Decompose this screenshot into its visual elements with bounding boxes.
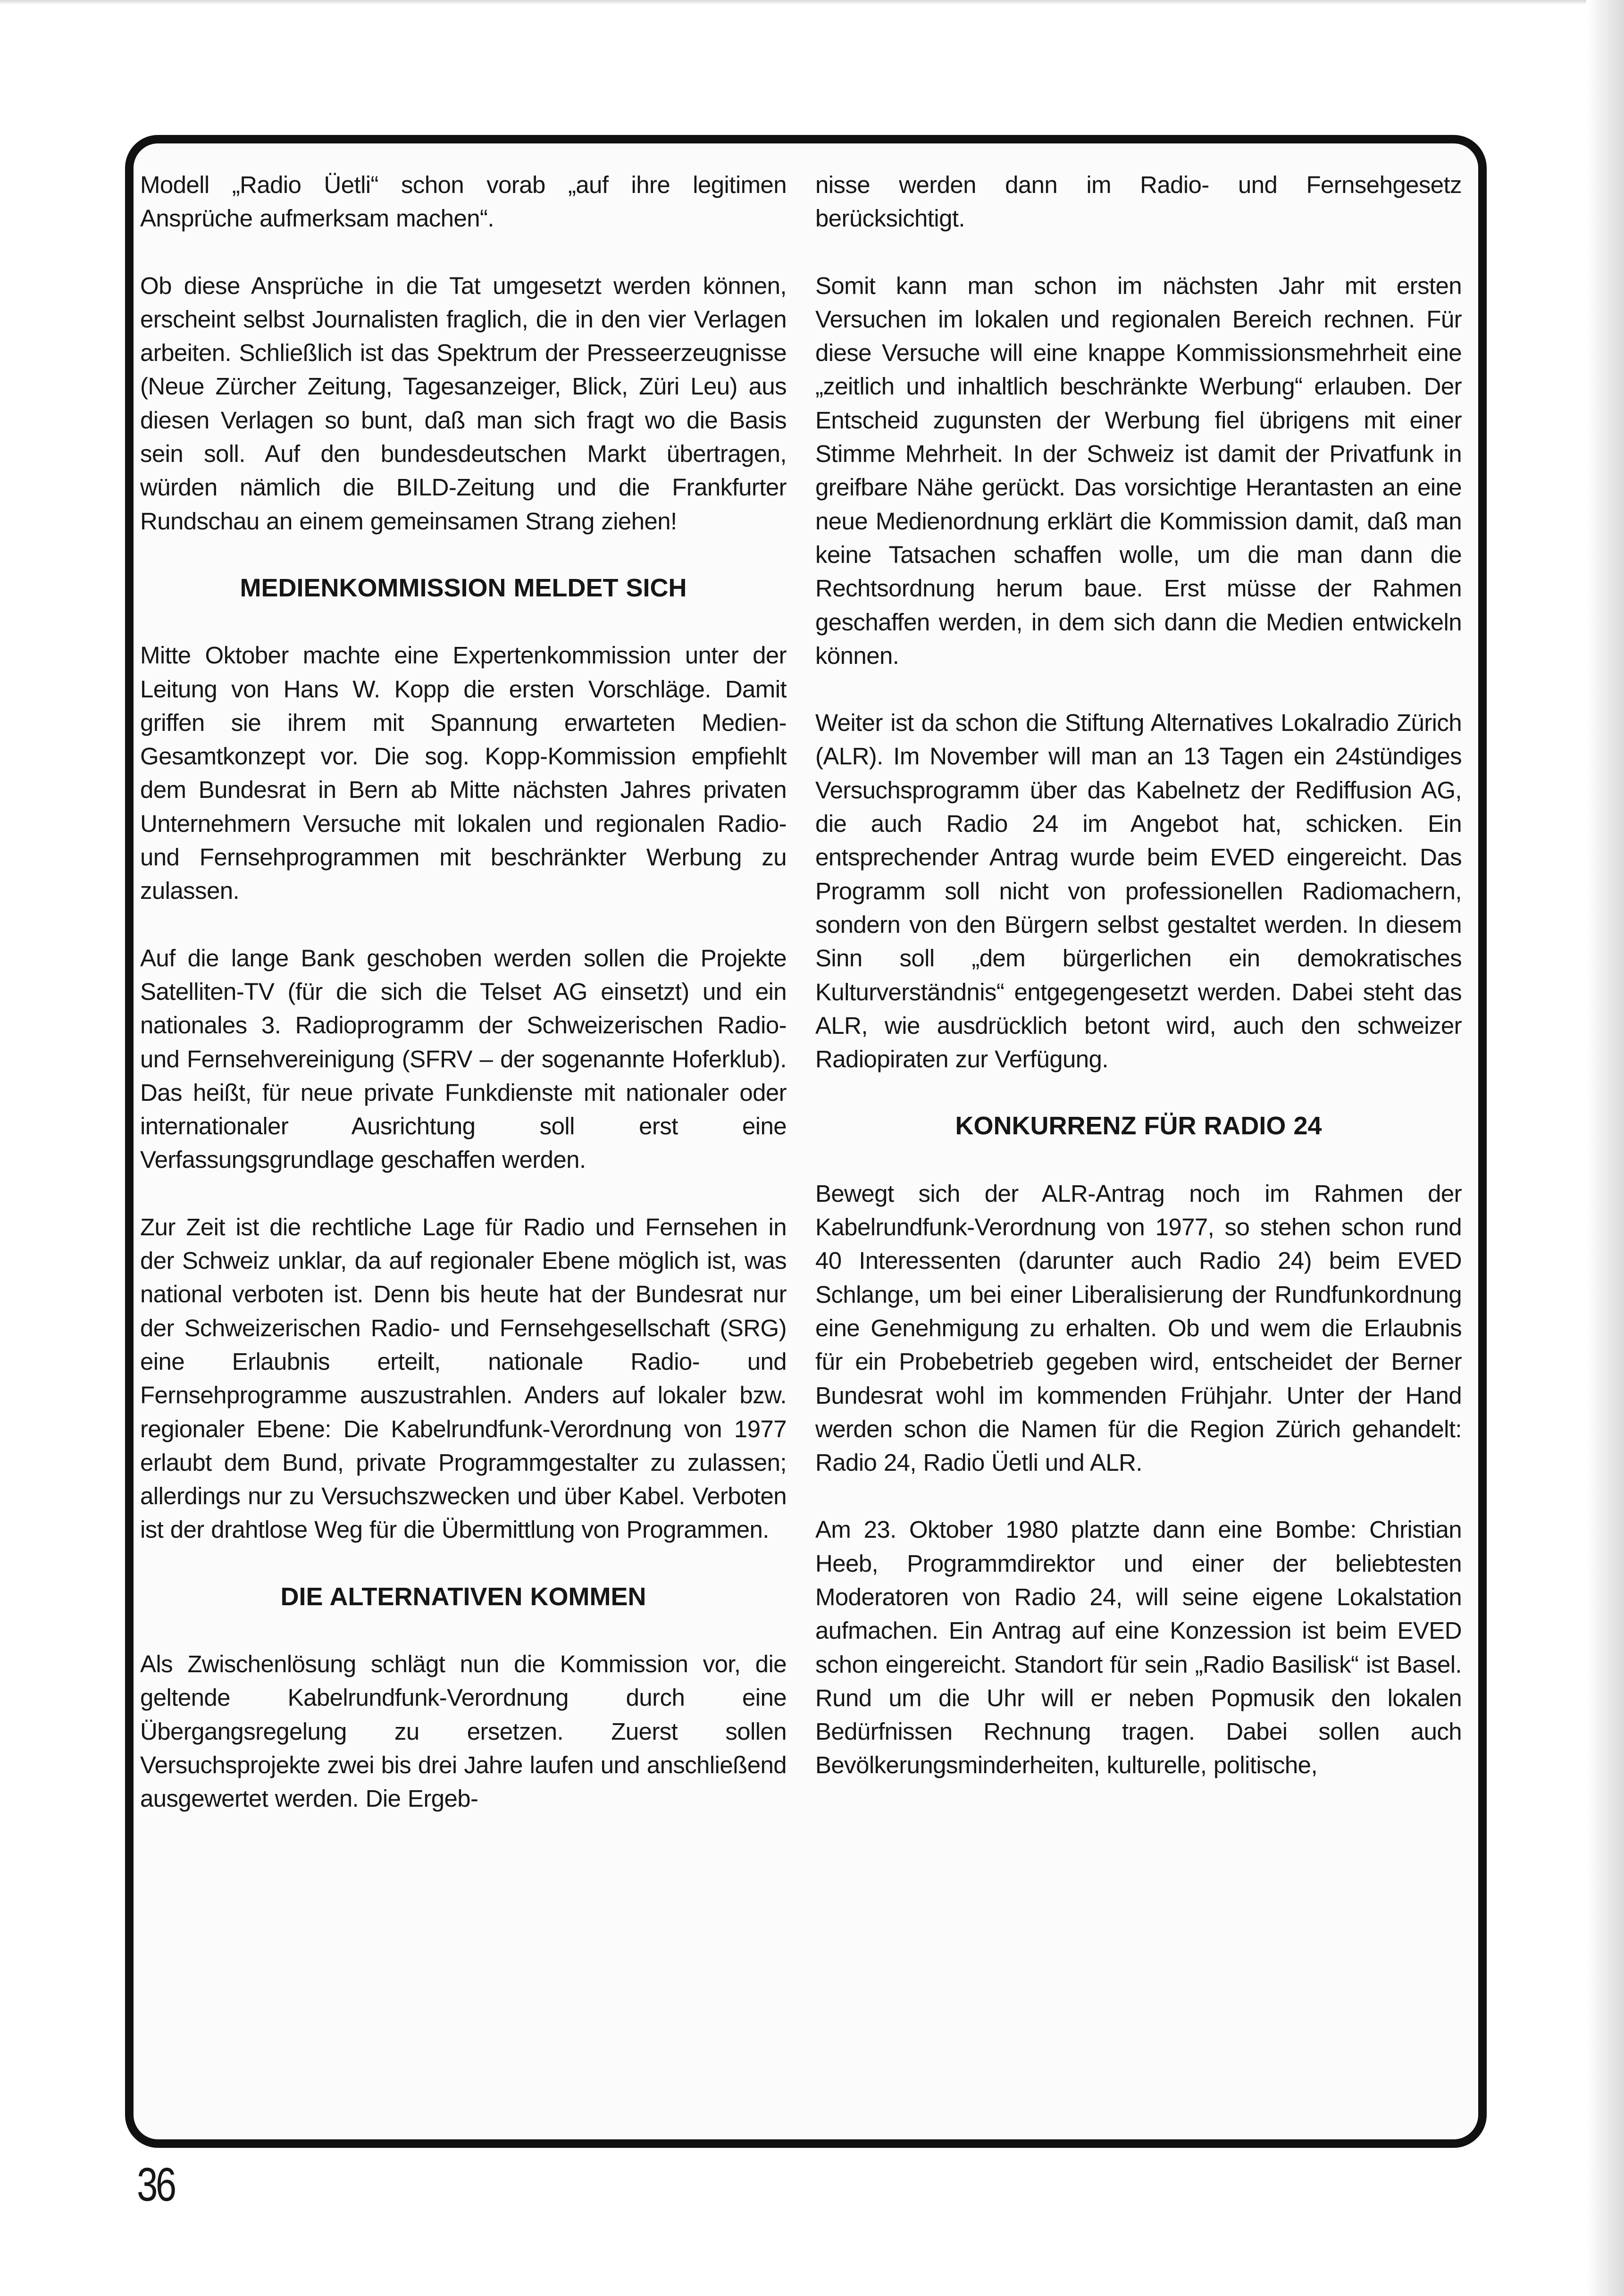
paragraph: Bewegt sich der ALR-Antrag noch im Rahmen der Kabelrundfunk-Verordnung von 1977, so stehen schon rund 40 Interessenten (darunter auch Radio 24) beim EVED Schlange, um bei einer Liberalisierung der Rundfunkordnung eine Genehmigung zu erhalten. Ob und wem die Erlaubnis für ein Probebetrieb gegeben wird, entscheidet der Berner Bundesrat wohl im kommenden Frühjahr. Unter der Hand werden schon die Namen für die Region Zürich gehandelt: Radio 24, Radio Üetli und ALR. — [815, 1180, 1462, 1476]
right-column — [815, 168, 1462, 1782]
paragraph: Zur Zeit ist die rechtliche Lage für Radio und Fernsehen in der Schweiz unklar, da auf regionaler Ebene möglich ist, was national verboten ist. Denn bis heute hat der Bundesrat nur der Schweizerischen Radio- und Fernsehgesellschaft (SRG) eine Erlaubnis erteilt, nationale Radio- und Fernsehprogramme auszustrahlen. Anders auf lokaler bzw. regionaler Ebene: Die Kabelrundfunk-Verordnung von 1977 erlaubt dem Bund, private Programmgestalter zu zulassen; allerdings nur zu Versuchszwecken und über Kabel. Verboten ist der drahtlose Weg für die Übermittlung von Programmen. — [140, 1213, 787, 1543]
paragraph: Auf die lange Bank geschoben werden sollen die Projekte Satelliten-TV (für die sich die Telset AG einsetzt) und ein nationales 3. Radioprogramm der Schweizerischen Radio- und Fernsehvereinigung (SFRV – der sogenannte Hoferklub). Das heißt, für neue private Funkdienste mit nationaler oder internationaler Ausrichtung soll erst eine Verfassungsgrundlage geschaffen werden. — [140, 944, 787, 1173]
page-right-edge-shadow — [1586, 0, 1624, 2296]
paragraph: Mitte Oktober machte eine Expertenkommission unter der Leitung von Hans W. Kopp die ersten Vorschläge. Damit griffen sie ihrem mit Spannung erwarteten Medien-Gesamtkonzept vor. Die sog. Kopp-Kommission empfiehlt dem Bundesrat in Bern ab Mitte nächsten Jahres privaten Unternehmern Versuche mit lokalen und regionalen Radio- und Fernsehprogrammen mit beschränkter Werbung zu zulassen. — [140, 642, 787, 905]
left-column — [140, 168, 787, 1815]
paragraph: Ob diese Ansprüche in die Tat umgesetzt werden können, erscheint selbst Journalisten fraglich, die in den vier Verlagen arbeiten. Schließlich ist das Spektrum der Presseerzeugnisse (Neue Zürcher Zeitung, Tagesanzeiger, Blick, Züri Leu) aus diesen Verlagen so bunt, daß man sich fragt wo die Basis sein soll. Auf den bundesdeutschen Markt übertragen, würden nämlich die BILD-Zeitung und die Frankfurter Rundschau an einem gemeinsamen Strang ziehen! — [140, 272, 787, 535]
section-heading: MEDIENKOMMISSION MELDET SICH — [240, 573, 687, 602]
paragraph: Somit kann man schon im nächsten Jahr mit ersten Versuchen im lokalen und regionalen Bereich rechnen. Für diese Versuche will eine knappe Kommissionsmehrheit eine „zeitlich und inhaltlich beschränkte Werbung“ erlauben. Der Entscheid zugunsten der Werbung fiel übrigens mit einer Stimme Mehrheit. In der Schweiz ist damit der Privatfunk in greifbare Nähe gerückt. Das vorsichtige Herantasten an eine neue Medienordnung erklärt die Kommission damit, daß man keine Tatsachen schaffen wolle, um die man dann die Rechtsordnung herum baue. Erst müsse der Rahmen geschaffen werden, in dem sich dann die Medien entwickeln können. — [815, 272, 1462, 669]
paragraph: Als Zwischenlösung schlägt nun die Kommission vor, die geltende Kabelrundfunk-Verordnung durch eine Übergangsregelung zu ersetzen. Zuerst sollen Versuchsprojekte zwei bis drei Jahre laufen und anschließend ausgewertet werden. Die Ergeb- — [140, 1650, 787, 1812]
paragraph: Weiter ist da schon die Stiftung Alternatives Lokalradio Zürich (ALR). Im November will man an 13 Tagen ein 24stündiges Versuchsprogramm über das Kabelnetz der Rediffusion AG, die auch Radio 24 im Angebot hat, schicken. Ein entsprechender Antrag wurde beim EVED eingereicht. Das Programm soll nicht von professionellen Radiomachern, sondern von den Bürgern selbst gestaltet werden. In diesem Sinn soll „dem bürgerlichen ein demokratisches Kulturverständnis“ entgegengesetzt werden. Dabei steht das ALR, wie ausdrücklich betont wird, auch den schweizer Radiopiraten zur Verfügung. — [815, 709, 1462, 1073]
page-number: 36 — [137, 2158, 175, 2211]
page-top-edge — [0, 0, 1595, 5]
section-heading: DIE ALTERNATIVEN KOMMEN — [280, 1582, 646, 1611]
paragraph: Am 23. Oktober 1980 platzte dann eine Bombe: Christian Heeb, Programmdirektor und einer der beliebtesten Moderatoren von Radio 24, will seine eigene Lokalstation aufmachen. Ein Antrag auf eine Konzession ist beim EVED schon eingereicht. Standort für sein „Radio Basilisk“ ist Basel. Rund um die Uhr will er neben Popmusik den lokalen Bedürfnissen Rechnung tragen. Dabei sollen auch Bevölkerungsminderheiten, kulturelle, politische, — [815, 1516, 1462, 1779]
paragraph: Modell „Radio Üetli“ schon vorab „auf ihre legitimen Ansprüche aufmerksam machen“. — [140, 171, 787, 232]
paragraph: nisse werden dann im Radio- und Fernsehgesetz berücksichtigt. — [815, 171, 1462, 232]
section-heading: KONKURRENZ FÜR RADIO 24 — [955, 1112, 1322, 1140]
